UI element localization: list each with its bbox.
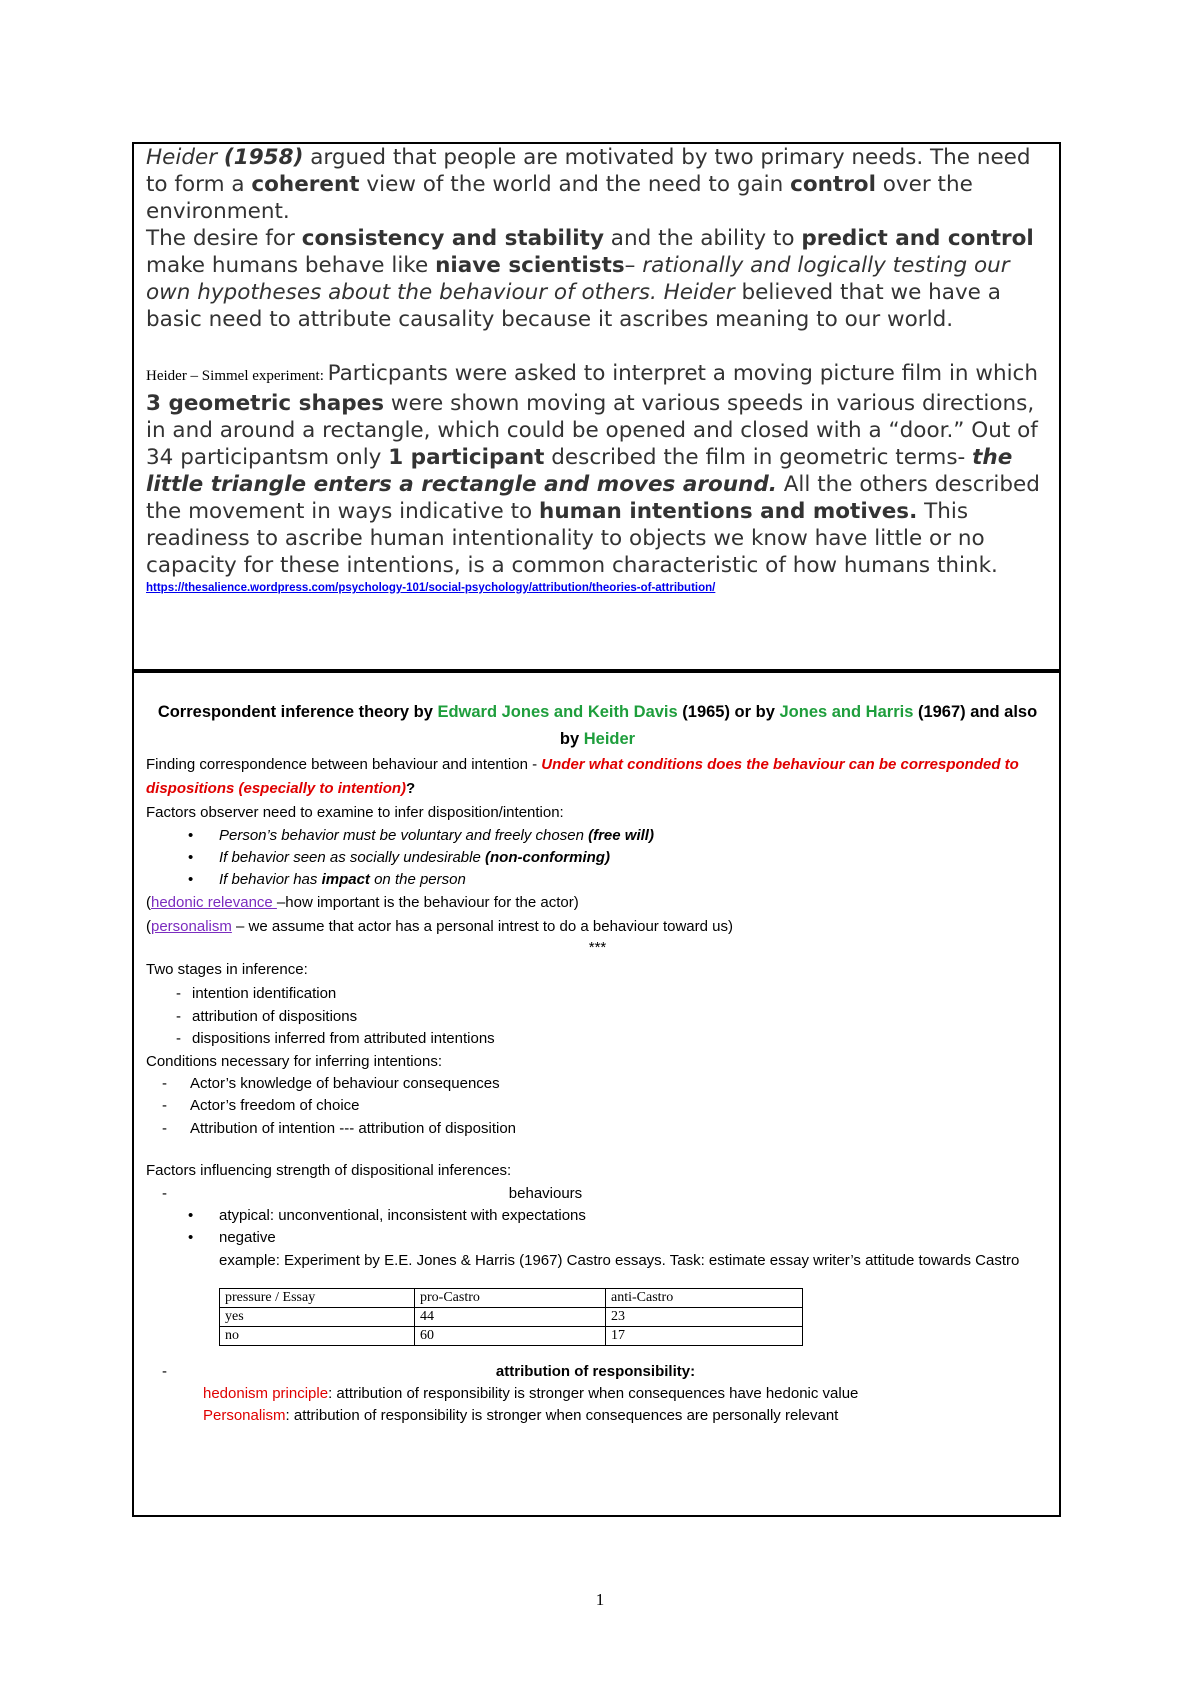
list-item [188,869,1049,891]
text-span: believed that we have a basic need to attribute causality because it ascribes meaning to our world. [146,280,1001,332]
naive-scientists-term: niave scientists [435,253,625,278]
behaviours-list [146,1205,1049,1249]
table-cell: 23 [606,1308,803,1327]
list-item: - dispositions inferred from attributed intentions [176,1028,1049,1051]
list-item: • negative [188,1227,1049,1249]
text-span: – [624,253,643,278]
experiment-label: Heider – Simmel experiment: [146,368,328,384]
factors-list [146,825,1049,891]
text-span: ( [146,918,151,935]
personalism-line [146,915,1049,939]
list-item: - intention identification [176,983,1049,1006]
text-span: and the ability to [603,226,802,251]
personalism-link[interactable]: personalism [151,918,232,935]
text-span: : attribution of responsibility is stronger when consequences have hedonic value [328,1385,859,1402]
text-span: view of the world and the need to gain [359,172,791,197]
text-span: - [162,1185,167,1202]
list-item: - attribution of dispositions [176,1006,1049,1029]
list-item: - Actor’s freedom of choice [162,1095,1049,1118]
behaviours-heading: behaviours [508,1185,583,1202]
table-header-cell: pro-Castro [415,1289,606,1308]
text-span: : attribution of responsibility is stronger when consequences are personally relevant [285,1407,839,1424]
table-header-cell: pressure / Essay [220,1289,415,1308]
list-item [188,825,1049,847]
paragraph-naive-scientists [146,225,1049,333]
text-span: If behavior seen as socially undesirable [219,849,485,866]
text-span: - [162,1363,167,1380]
heider-section-box [132,142,1061,671]
text-span: argued that people are motivated by two primary needs. The need to form a [146,145,1031,197]
responsibility-heading: attribution of responsibility: [495,1363,696,1380]
text-span: (1967) and also by [559,703,1038,748]
source-link[interactable]: https://thesalience.wordpress.com/psychology-101/social-psychology/attribution/theories-of-attribution/ [146,582,716,594]
predict-term: predict and control [801,226,1034,251]
text-span: Correspondent inference theory by [157,703,438,721]
hypothesis-italic: rationally and logically testing our own hypotheses about the behaviour of others. Heider [146,253,1010,305]
consistency-term: consistency and stability [301,226,604,251]
page-number: 1 [595,1590,605,1609]
text-span: All the others described the movement in ways indicative to [146,472,1040,524]
title-authors-1: Edward Jones and Keith Davis [437,703,678,721]
text-span: The desire for [146,226,302,251]
text-span: (non-conforming) [485,849,610,866]
title-authors-3: Heider [583,730,636,748]
list-item: - Attribution of intention --- attribution of disposition [162,1118,1049,1141]
text-span: –how important is the behaviour for the actor) [276,894,579,911]
castro-example: example: Experiment by E.E. Jones & Harris (1967) Castro essays. Task: estimate essay writer’s attitude towards Castro [219,1252,1020,1269]
conditions-list [146,1073,1049,1141]
finding-correspondence [146,753,1049,801]
text-span: on the person [369,871,466,888]
hedonic-relevance-link[interactable]: hedonic relevance [151,894,277,911]
hedonism-label: hedonism principle [203,1385,329,1402]
control-term: control [790,172,876,197]
table-cell: yes [220,1308,415,1327]
text-span: If behavior has [219,871,322,888]
text-span: make humans behave like [146,253,436,278]
text-span: Person’s behavior must be voluntary and freely chosen [219,827,589,844]
table-cell: no [220,1327,415,1346]
table-header-cell: anti-Castro [606,1289,803,1308]
correspondent-inference-box [132,671,1061,1517]
text-span: described the film in geometric terms- [544,445,973,470]
text-span: impact [321,871,370,888]
responsibility-heading-row [146,1360,1049,1383]
table-cell: 44 [415,1308,606,1327]
coherent-term: coherent [251,172,360,197]
text-span: Particpants were asked to interpret a moving picture film in which [327,361,1039,386]
human-intentions-term: human intentions and motives. [539,499,918,524]
heider-name: Heider [146,145,224,170]
list-item: - Actor’s knowledge of behaviour consequences [162,1073,1049,1096]
factors-intro: Factors observer need to examine to infer disposition/intention: [146,804,564,821]
table-cell: 60 [415,1327,606,1346]
text-span: ( [146,894,151,911]
list-item: • atypical: unconventional, inconsistent with expectations [188,1205,1049,1227]
castro-table [219,1288,803,1346]
hedonic-relevance-line [146,891,1049,915]
one-participant-term: 1 participant [388,445,545,470]
section-title [146,699,1049,753]
two-stages-heading: Two stages in inference: [146,961,308,978]
text-span: – we assume that actor has a personal intrest to do a behaviour toward us) [231,918,733,935]
paragraph-heider-needs [146,144,1049,225]
table-row [220,1289,803,1308]
text-span: (free will) [588,827,654,844]
table-row [220,1308,803,1327]
table-cell: 17 [606,1327,803,1346]
behaviours-heading-row [146,1182,1049,1205]
text-span: Finding correspondence between behaviour and intention - [146,756,542,773]
paragraph-heider-simmel [146,360,1049,579]
text-span: ? [406,780,416,797]
personalism-principle-line [146,1405,1049,1427]
text-span: over the environment. [146,172,973,224]
personalism-label: Personalism [203,1407,286,1424]
conditions-heading: Conditions necessary for inferring intentions: [146,1052,442,1070]
text-span: This readiness to ascribe human intentionality to objects we know have little or no capacity for these intentions, is a common characteristic of how humans think. [146,499,998,578]
list-item [188,847,1049,869]
title-authors-2: Jones and Harris [779,703,914,721]
table-row [220,1327,803,1346]
triangle-quote: the little triangle enters a rectangle and moves around. [146,445,1013,497]
text-span: were shown moving at various speeds in various directions, in and around a rectangle, which could be opened and closed with a “door.” Out of 34 participantsm only [146,391,1038,470]
hedonism-principle-line [146,1383,1049,1405]
separator-stars: *** [588,939,607,956]
heider-year: (1958) [223,145,304,170]
conditions-question: Under what conditions does the behaviour can be corresponded to dispositions (especially to intention) [146,756,1019,797]
stages-list [146,983,1049,1051]
shapes-term: 3 geometric shapes [146,391,385,416]
strength-heading: Factors influencing strength of dispositional inferences: [146,1162,512,1179]
text-span: (1965) or by [677,703,780,721]
